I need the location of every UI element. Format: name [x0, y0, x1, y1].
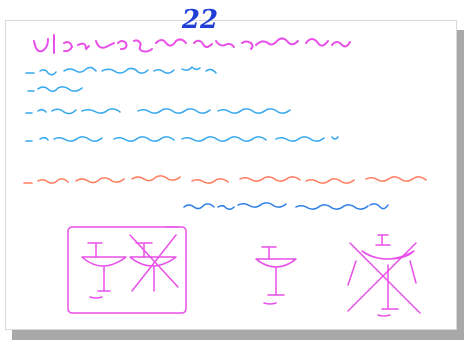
handwritten-note-drawing	[6, 21, 456, 329]
handwritten-highlight-scribble	[24, 176, 426, 183]
washbasin-sketches	[68, 227, 420, 316]
page-number: 22	[181, 5, 219, 35]
handwritten-conclusion-scribble	[184, 203, 388, 209]
handwritten-note-card	[5, 20, 457, 330]
handwritten-bullet-scribbles	[26, 67, 338, 141]
handwritten-title-scribble	[34, 35, 350, 53]
